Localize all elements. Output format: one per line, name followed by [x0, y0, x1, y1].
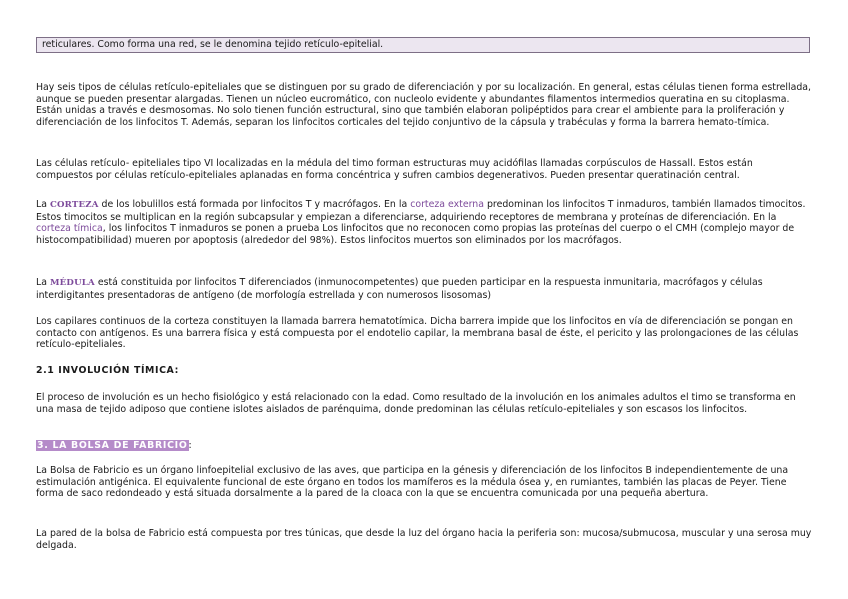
paragraph-corpusculos-hassall: Las células retículo- epiteliales tipo VI localizadas en la médula del timo forman estructuras muy acidófilas llamadas corpúsculos de Hassall. Estos están compuestos por células retículo-epiteliales aplanadas en forma concéntrica y sufren cambios degenerativos. Pueden presentar queratinación central. — [36, 158, 753, 181]
heading-involucion-text: 2.1 INVOLUCIÓN TÍMICA — [36, 365, 175, 376]
heading-involucion-colon: : — [174, 365, 179, 376]
section-heading-involucion-timica — [36, 365, 179, 376]
heading-bolsa-text: 3. LA BOLSA DE FABRICIO — [37, 440, 188, 451]
corteza-text-3: predominan los linfocitos T inmaduros, también llamados timocitos. Estos timocitos se multiplican en la región subcapsular y empiezan a diferenciarse, adquiriendo receptores de membrana y proteínas de diferenciación. En la — [36, 199, 806, 223]
paragraph-celulas-reticulo-epiteliales: Hay seis tipos de células retículo-epiteliales que se distinguen por su grado de diferenciación y por su localización. En general, estas células tienen forma estrellada, aunque se pueden presentar alargadas. Tienen un núcleo eucromático, con nucleolo evidente y abundantes filamentos intermedios queratina en su citoplasma. Están unidas a través e desmosomas. No solo tienen función estructural, sino que también elaboran polipéptidos para crear el ambiente para la proliferación y diferenciación de los linfocitos T. Además, separan los linfocitos corticales del tejido conjuntivo de la cápsula y trabéculas y forma la barrera hemato-tímica. — [36, 82, 812, 128]
section-heading-bolsa-fabricio — [36, 440, 192, 451]
paragraph-barrera-hematotimica: Los capilares continuos de la corteza constituyen la llamada barrera hematotímica. Dicha barrera impide que los linfocitos en vía de diferenciación se pongan en contacto con antígenos. Es una barrera física y está compuesta por el endotelio capilar, la membrana basal de éste, el pericito y las prolongaciones de las células retículo-epiteliales. — [36, 316, 799, 351]
medula-text-2: está constituida por linfocitos T diferenciados (inmunocompetentes) que pueden participar en la respuesta inmunitaria, macrófagos y células interdigitantes presentadoras de antígeno (de morfología estrellada y con numerosos lisosomas) — [36, 277, 763, 301]
paragraph-bolsa-fabricio: La Bolsa de Fabricio es un órgano linfoepitelial exclusivo de las aves, que participa en la génesis y diferenciación de los linfocitos B independientemente de una estimulación antigénica. El equivalente funcional de este órgano en todos los mamíferos es la médula ósea y, en rumiantes, también las placas de Peyer. Tiene forma de saco redondeado y está situada dorsalmente a la pared de la cloaca con la que se encuentra comunicada por una pequeña abertura. — [36, 465, 789, 500]
medula-text-1: La — [36, 277, 50, 288]
corteza-text-4: , los linfocitos T inmaduros se ponen a prueba Los linfocitos que no reconocen como propias las proteínas del cuerpo o el CMH (complejo mayor de histocompatibilidad) mueren por apoptosis (alrededor del 98%). Estos linfocitos muertos son eliminados por los macrófagos. — [36, 223, 795, 246]
boxed-text-line: reticulares. Como forma una red, se le denomina tejido retículo-epitelial. — [36, 37, 810, 53]
paragraph-pared-bolsa: La pared de la bolsa de Fabricio está compuesta por tres túnicas, que desde la luz del órgano hacia la periferia son: mucosa/submucosa, muscular y una serosa muy delgada. — [36, 528, 812, 551]
paragraph-medula — [36, 277, 812, 301]
corteza-externa-term: corteza externa — [410, 199, 484, 210]
corteza-text-1: La — [36, 199, 50, 210]
heading-bolsa-colon: : — [188, 440, 192, 451]
medula-term: MÉDULA — [49, 278, 95, 288]
corteza-timica-term: corteza tímica — [36, 223, 103, 235]
corteza-text-2: de los lobulillos está formada por linfocitos T y macrófagos. En la — [98, 199, 411, 210]
paragraph-involucion: El proceso de involución es un hecho fisiológico y está relacionado con la edad. Como resultado de la involución en los animales adultos el timo se transforma en una masa de tejido adiposo que contiene islotes aislados de parénquima, donde predominan las células retículo-epiteliales y son escasos los linfocitos. — [36, 392, 796, 415]
paragraph-corteza — [36, 199, 812, 246]
corteza-term: CORTEZA — [49, 200, 99, 210]
